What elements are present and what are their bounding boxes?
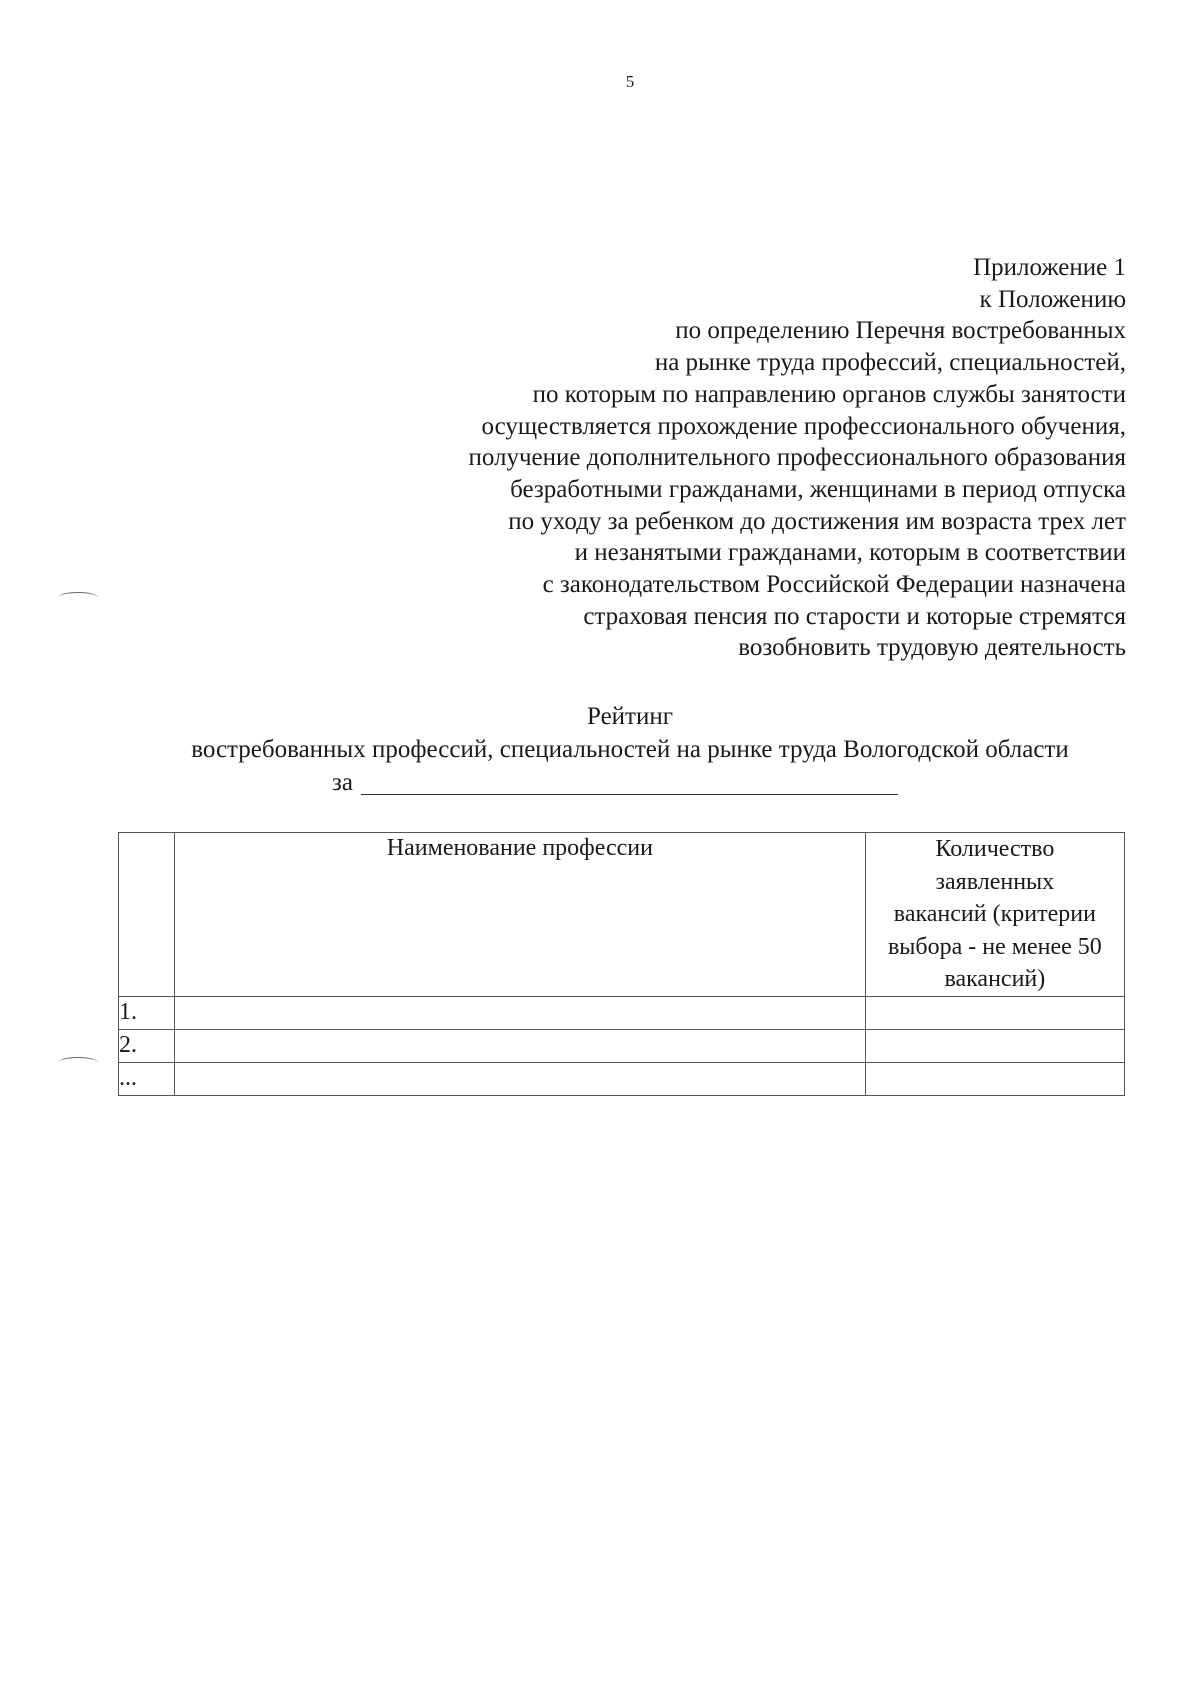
appendix-line: и незанятыми гражданами, которым в соответствии <box>574 539 1126 567</box>
header-vacancy-count <box>865 833 1124 997</box>
rating-subtitle: востребованных профессий, специальностей на рынке труда Вологодской области <box>191 736 1069 763</box>
period-blank-field <box>361 770 898 795</box>
row-profession-name <box>175 1029 866 1062</box>
appendix-line: к Положению <box>979 285 1126 313</box>
appendix-line: по определению Перечня востребованных <box>675 317 1126 345</box>
table-row <box>119 1029 1125 1062</box>
table-row <box>119 996 1125 1029</box>
row-vacancy-count <box>865 1062 1124 1095</box>
appendix-line: на рынке труда профессий, специальностей, <box>654 349 1126 377</box>
appendix-line: осуществляется прохождение профессионального обучения, <box>481 412 1126 440</box>
row-number: 1. <box>119 996 175 1029</box>
header-number-cell <box>119 833 175 997</box>
row-vacancy-count <box>865 996 1124 1029</box>
header-count-line: Количество <box>935 836 1055 862</box>
page-number: 5 <box>625 72 635 91</box>
header-count-line: вакансий) <box>944 966 1046 992</box>
row-number: ... <box>119 1062 175 1095</box>
row-vacancy-count <box>865 1029 1124 1062</box>
scan-hole-mark-icon <box>58 592 98 603</box>
appendix-line: по которым по направлению органов службы занятости <box>532 380 1126 408</box>
appendix-header <box>226 252 1126 664</box>
rating-title: Рейтинг <box>587 703 673 730</box>
row-profession-name <box>175 996 866 1029</box>
header-count-line: вакансий (критерии <box>893 901 1096 927</box>
appendix-line: страховая пенсия по старости и которые стремятся <box>583 602 1126 630</box>
header-profession-name: Наименование профессии <box>175 833 866 997</box>
appendix-line: безработными гражданами, женщинами в период отпуска <box>510 475 1126 503</box>
table-row <box>119 1062 1125 1095</box>
appendix-line: по уходу за ребенком до достижения им возраста трех лет <box>508 507 1126 535</box>
rating-period <box>332 768 898 798</box>
appendix-line: с законодательством Российской Федерации назначена <box>542 571 1126 599</box>
scan-hole-mark-icon <box>58 1057 98 1068</box>
appendix-line: получение дополнительного профессионального образования <box>468 444 1126 472</box>
rating-table <box>118 832 1125 1096</box>
table-header-row <box>119 833 1125 997</box>
appendix-line: возобновить трудовую деятельность <box>738 634 1126 662</box>
header-count-line: заявленных <box>935 868 1055 895</box>
appendix-line: Приложение 1 <box>973 254 1126 281</box>
period-prefix: за <box>332 769 353 796</box>
row-profession-name <box>175 1062 866 1095</box>
row-number: 2. <box>119 1029 175 1062</box>
header-count-line: выбора - не менее 50 <box>887 933 1102 960</box>
